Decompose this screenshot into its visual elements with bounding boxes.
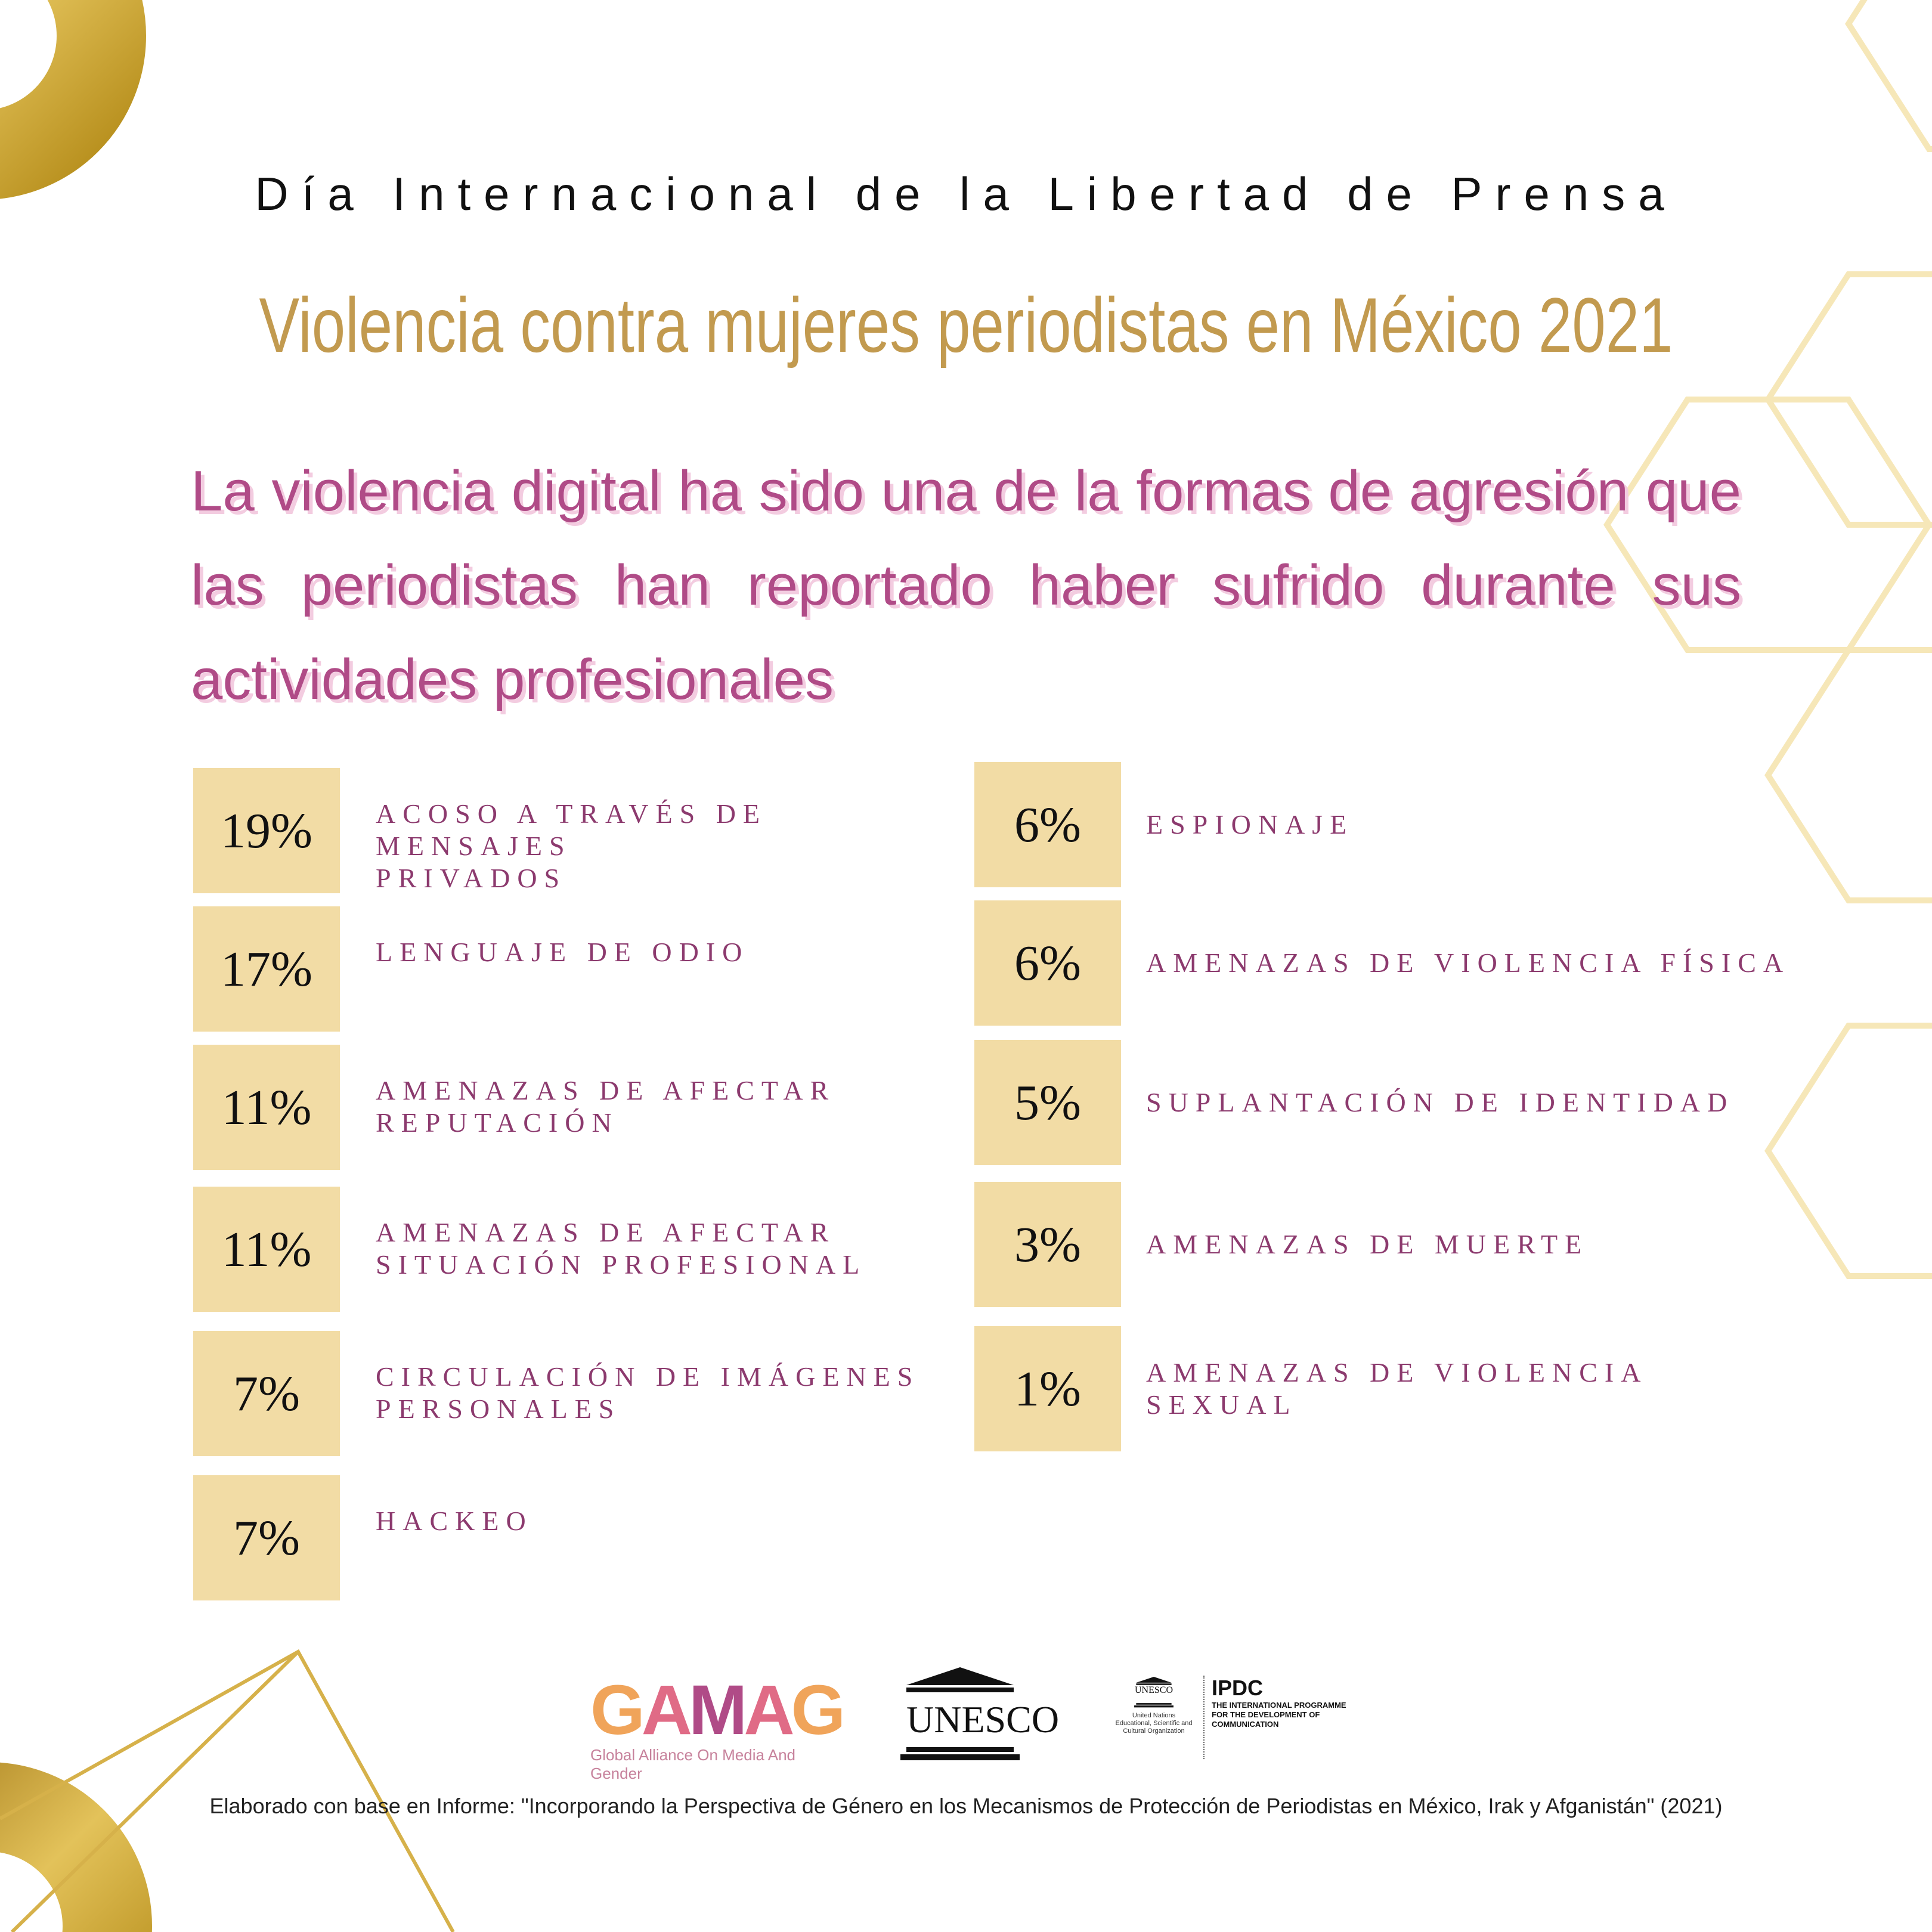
stat-percentage: 6% xyxy=(974,762,1121,887)
gamag-logo xyxy=(590,1670,843,1782)
stat-percentage: 11% xyxy=(193,1045,340,1170)
stat-percentage: 7% xyxy=(193,1475,340,1600)
ipdc-description: THE INTERNATIONAL PROGRAMME FOR THE DEVELOPMENT OF COMMUNICATION xyxy=(1212,1701,1346,1729)
unesco-org-text: United Nations Educational, Scientific and Cultural Organization xyxy=(1115,1712,1193,1735)
stat-label: CIRCULACIÓN DE IMÁGENES PERSONALES xyxy=(376,1361,920,1424)
source-footnote: Elaborado con base en Informe: "Incorporando la Perspectiva de Género en los Mecanismos de Protección de Periodistas en México, Irak y Afganistán" (2021) xyxy=(209,1794,1723,1818)
main-title: Violencia contra mujeres periodistas en México 2021 xyxy=(259,281,1673,369)
gamag-logo-subtitle: Global Alliance On Media And Gender xyxy=(590,1746,795,1782)
stat-label: AMENAZAS DE MUERTE xyxy=(1146,1229,1589,1259)
stat-item xyxy=(193,768,968,893)
stat-item xyxy=(974,1182,1809,1307)
stat-item xyxy=(974,900,1809,1026)
stat-label: SUPLANTACIÓN DE IDENTIDAD xyxy=(1146,1087,1735,1117)
unesco-logo xyxy=(900,1664,1060,1765)
stat-percentage: 19% xyxy=(193,768,340,893)
gold-ring-bottom-left xyxy=(0,1807,107,1932)
stat-percentage: 6% xyxy=(974,900,1121,1026)
stat-item xyxy=(193,1187,968,1312)
gamag-logo-wordmark: GAMAG xyxy=(590,1671,843,1750)
stat-percentage: 17% xyxy=(193,906,340,1032)
stat-item xyxy=(193,1331,968,1456)
ipdc-logo: UNESCO United Nations Educational, Scientific and Cultural Organization IPDC THE INTERNATIONAL PROGRAMME FOR THE DEVELOPMENT OF COMMUNICATION xyxy=(1109,1676,1383,1765)
stat-item xyxy=(193,906,968,1032)
stat-percentage: 3% xyxy=(974,1182,1121,1307)
stat-item xyxy=(193,1045,968,1170)
stat-percentage: 1% xyxy=(974,1326,1121,1451)
stat-item xyxy=(193,1475,968,1600)
supertitle: Día Internacional de la Libertad de Prensa xyxy=(255,168,1677,220)
stat-label: AMENAZAS DE AFECTAR REPUTACIÓN xyxy=(376,1075,836,1138)
stat-item xyxy=(974,762,1809,887)
unesco-logo-letters: U N E S C O xyxy=(906,1698,1060,1741)
stat-label: AMENAZAS DE VIOLENCIA FÍSICA xyxy=(1146,948,1791,978)
stat-percentage: 5% xyxy=(974,1040,1121,1165)
stat-label: ESPIONAJE xyxy=(1146,809,1354,840)
stat-label: AMENAZAS DE AFECTAR SITUACIÓN PROFESIONAL xyxy=(376,1217,867,1280)
stat-percentage: 7% xyxy=(193,1331,340,1456)
stat-item xyxy=(974,1326,1809,1451)
stat-percentage: 11% xyxy=(193,1187,340,1312)
stat-label: ACOSO A TRAVÉS DE MENSAJES PRIVADOS xyxy=(376,798,767,893)
intro-text: La violencia digital ha sido una de la formas de agresión que las periodistas han reportado haber sufrido durante sus actividades profesionales xyxy=(191,459,1741,711)
ipdc-name: IPDC xyxy=(1212,1676,1264,1700)
stat-label: HACKEO xyxy=(376,1506,533,1536)
stat-label: LENGUAJE DE ODIO xyxy=(376,937,750,967)
gold-ring-top-left xyxy=(0,0,101,155)
stat-label: AMENAZAS DE VIOLENCIA SEXUAL xyxy=(1146,1357,1646,1420)
stat-item xyxy=(974,1040,1809,1165)
